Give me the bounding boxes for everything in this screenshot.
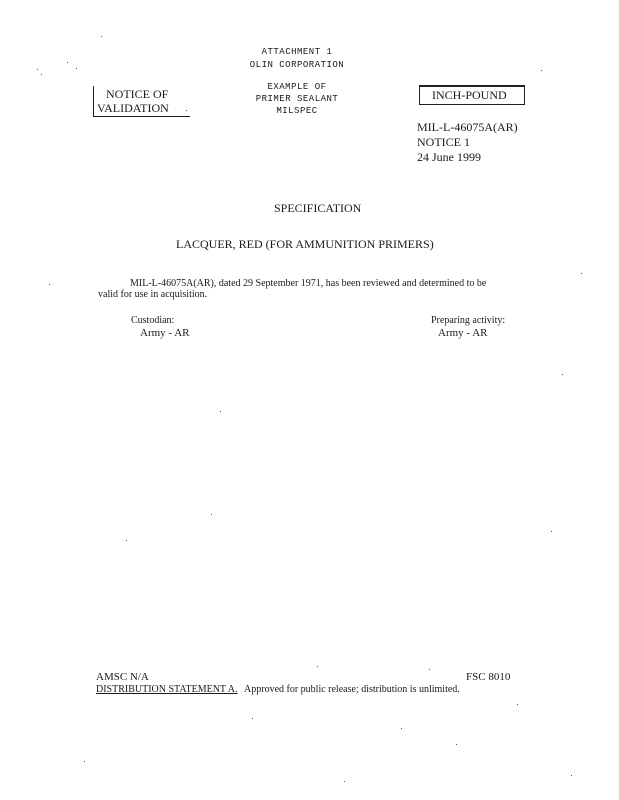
distribution-statement xyxy=(96,684,460,695)
amsc-label: AMSC N/A xyxy=(96,671,149,683)
document-title: LACQUER, RED (FOR AMMUNITION PRIMERS) xyxy=(176,237,434,251)
company-name: OLIN CORPORATION xyxy=(249,60,345,70)
document-date: 24 June 1999 xyxy=(417,150,481,164)
fsc-label: FSC 8010 xyxy=(466,671,511,683)
notice-box-line2: VALIDATION xyxy=(97,101,169,115)
body-text-line1: MIL-L-46075A(AR), dated 29 September 1971, has been reviewed and determined to be xyxy=(130,278,487,289)
notice-box-line1: NOTICE OF xyxy=(106,87,169,101)
notice-of-validation-box xyxy=(93,86,190,117)
document-number: MIL-L-46075A(AR) xyxy=(417,120,518,134)
example-label: EXAMPLE OF xyxy=(267,82,327,92)
body-text-line2: valid for use in acquisition. xyxy=(98,289,208,300)
milspec-label: MILSPEC xyxy=(276,106,318,116)
distribution-statement-text: Approved for public release; distribution is unlimited. xyxy=(244,684,460,695)
custodian-value: Army - AR xyxy=(140,327,190,339)
inch-pound-box xyxy=(419,85,525,105)
distribution-statement-label: DISTRIBUTION STATEMENT A. xyxy=(96,684,238,695)
specification-heading: SPECIFICATION xyxy=(274,201,362,215)
inch-pound-label: INCH-POUND xyxy=(432,88,507,102)
notice-number: NOTICE 1 xyxy=(417,135,470,149)
attachment-label: ATTACHMENT 1 xyxy=(261,47,333,57)
custodian-label: Custodian: xyxy=(131,315,175,326)
preparing-activity-value: Army - AR xyxy=(438,327,488,339)
primer-sealant-label: PRIMER SEALANT xyxy=(255,94,339,104)
preparing-activity-label: Preparing activity: xyxy=(431,315,506,326)
